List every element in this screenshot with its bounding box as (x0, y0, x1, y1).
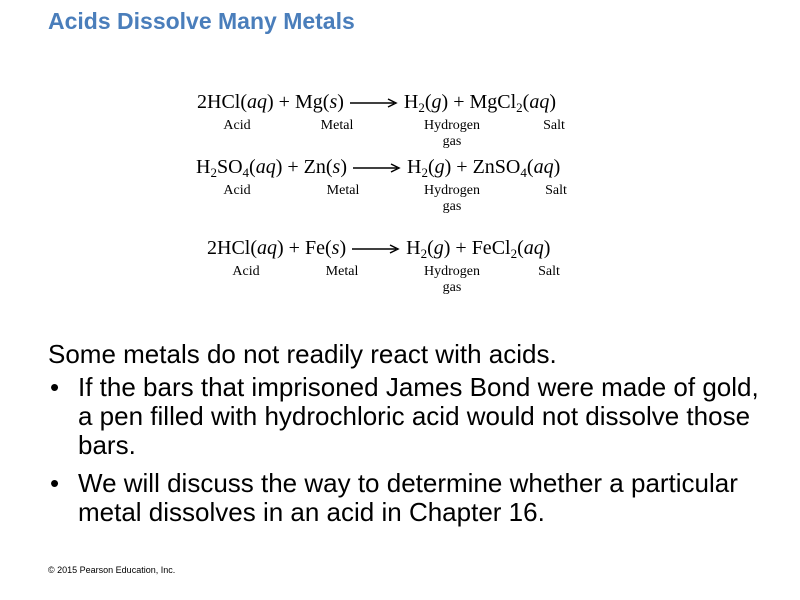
label-acid: Acid (223, 183, 251, 198)
bullet-item (48, 373, 768, 460)
bullet-text: If the bars that imprisoned James Bond were made of gold, a pen filled with hydrochloric acid would not dissolve those bars. (78, 372, 759, 460)
label-acid: Acid (232, 264, 260, 279)
coefficient: 2 (207, 237, 217, 259)
label-hydrogen-gas: Hydrogen gas (424, 118, 480, 149)
bullet-text: We will discuss the way to determine whether a particular metal dissolves in an acid in Chapter 16. (78, 468, 738, 527)
reaction-arrow-icon (350, 97, 398, 109)
label-hydrogen-gas: Hydrogen gas (424, 183, 480, 214)
label-salt: Salt (545, 183, 567, 198)
bullet-icon: • (50, 468, 60, 498)
slide-title: Acids Dissolve Many Metals (48, 8, 355, 34)
label-salt: Salt (543, 118, 565, 133)
bullet-icon: • (50, 372, 60, 402)
label-metal: Metal (320, 118, 354, 133)
metal-formula: Zn (303, 156, 326, 178)
label-salt: Salt (538, 264, 560, 279)
acid-formula: H (196, 156, 211, 178)
reaction-arrow-icon (353, 162, 401, 174)
equation-hcl-fe: 2HCl(aq) + Fe(s) $H_2(g)$ + FeCl$_2$(aq) (207, 237, 551, 261)
salt-formula: ZnSO (472, 156, 521, 178)
acid-formula: HCl (207, 91, 241, 113)
coefficient: 2 (197, 91, 207, 113)
lead-statement: Some metals do not readily react with acids. (48, 339, 557, 369)
acid-formula: HCl (217, 237, 251, 259)
copyright-footer: © 2015 Pearson Education, Inc. (48, 565, 176, 575)
bullet-item (48, 469, 768, 527)
salt-formula: MgCl (469, 91, 517, 113)
gas-formula: H (403, 91, 419, 113)
label-metal: Metal (325, 264, 359, 279)
metal-formula: Mg (294, 91, 323, 113)
equation-hcl-mg: 2HCl(aq) + Mg(s) $H_2(g)$ + MgCl$_2$(aq) (197, 91, 557, 115)
label-metal: Metal (326, 183, 360, 198)
equation-h2so4-zn: $H_2SO_4(aq) + Zn(s) H_2(g)$ + ZnSO$_4$(aq) (196, 156, 561, 180)
label-hydrogen-gas: Hydrogen gas (424, 264, 480, 295)
label-acid: Acid (223, 118, 251, 133)
gas-formula: H (406, 237, 421, 259)
gas-formula: H (407, 156, 422, 178)
salt-formula: FeCl (471, 237, 511, 259)
metal-formula: Fe (304, 237, 325, 259)
reaction-arrow-icon (352, 243, 400, 255)
bullet-list (48, 373, 768, 536)
